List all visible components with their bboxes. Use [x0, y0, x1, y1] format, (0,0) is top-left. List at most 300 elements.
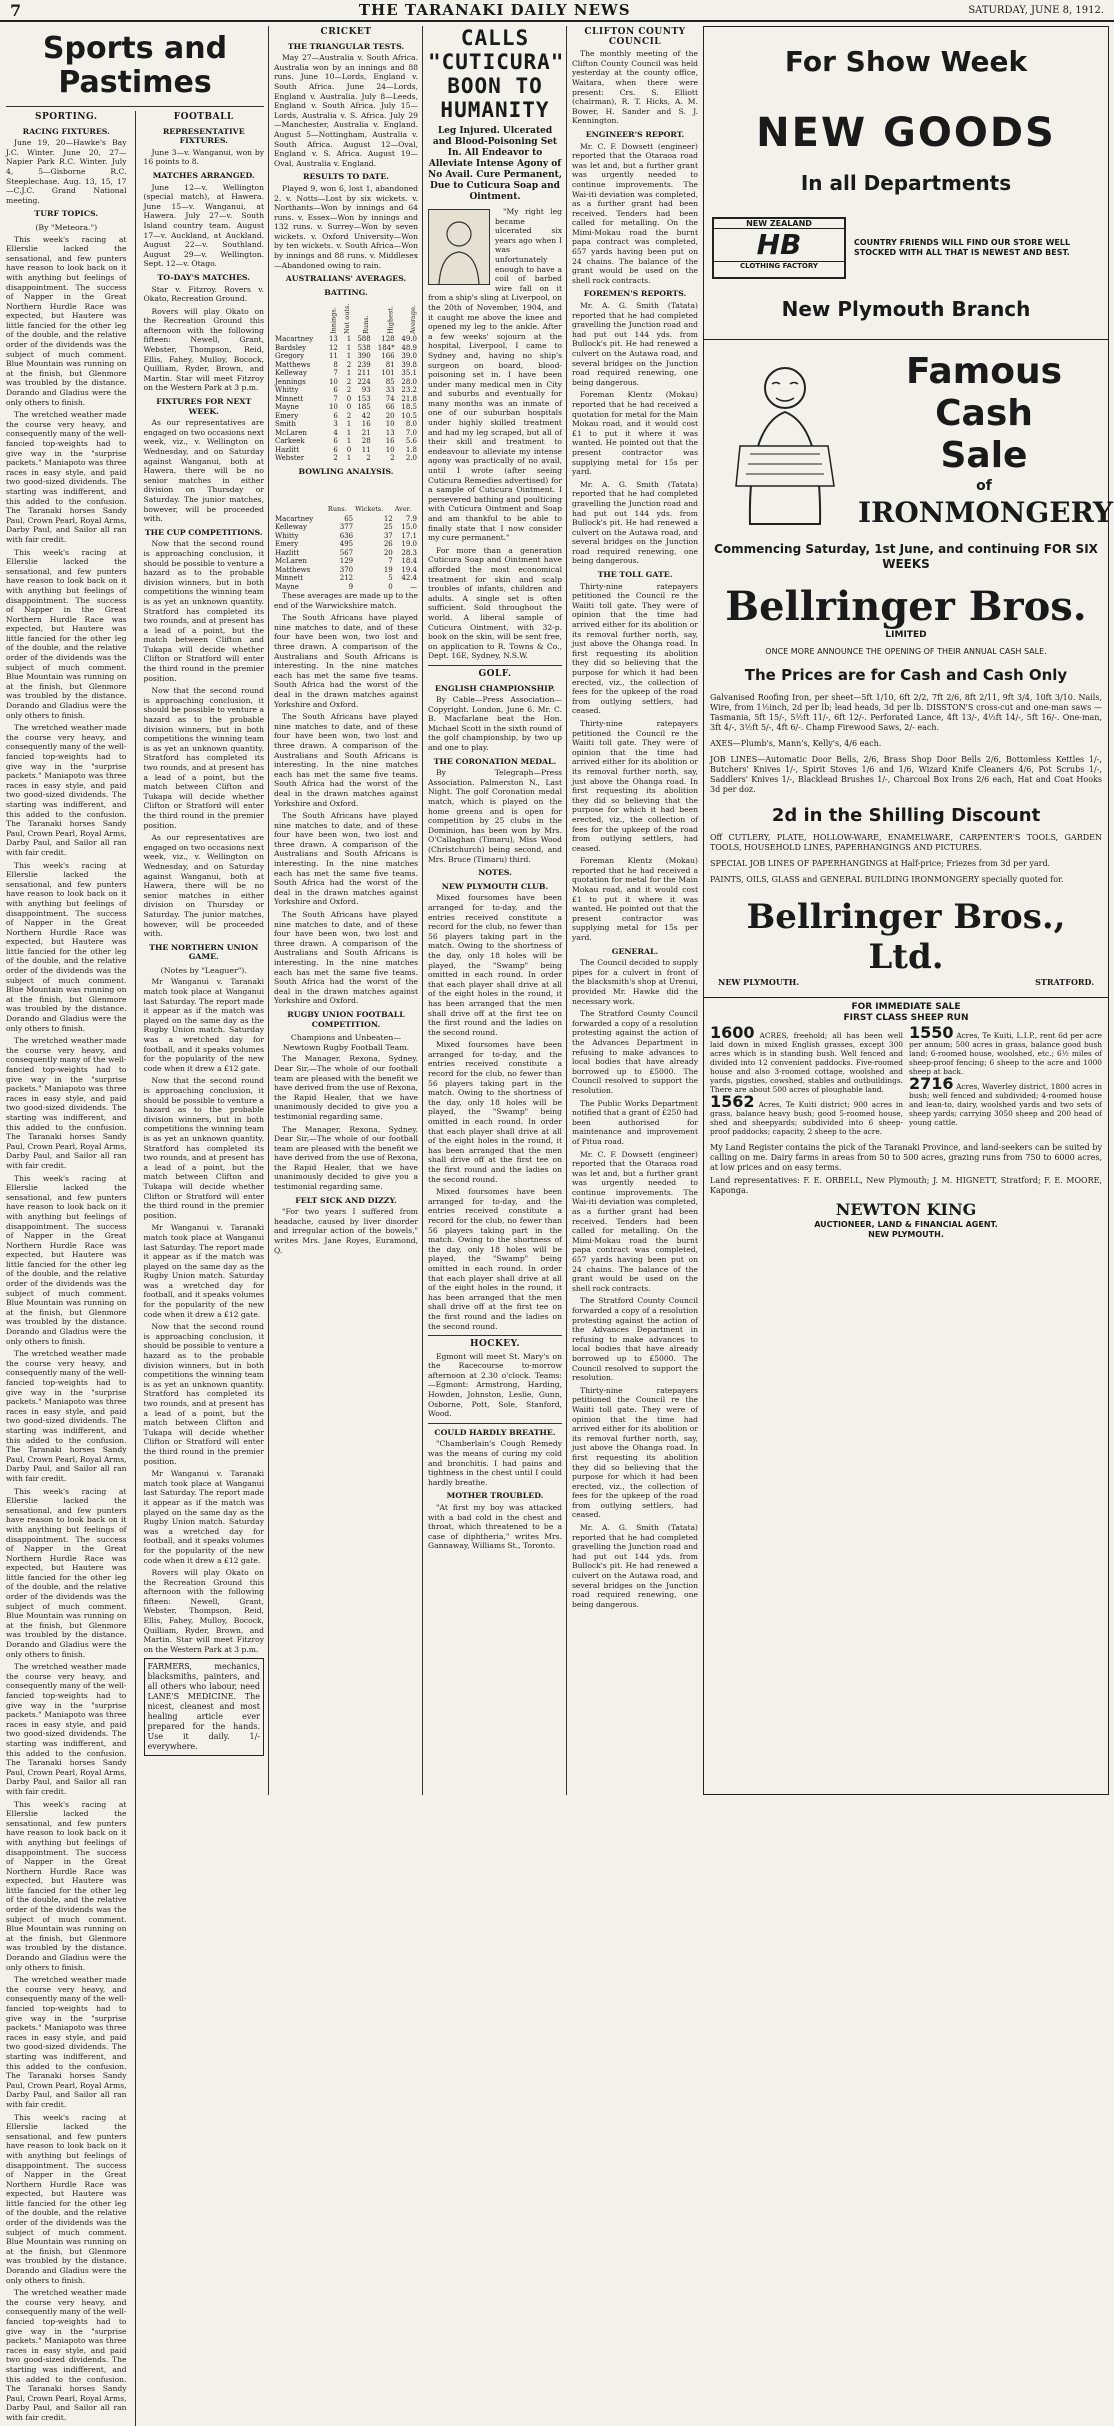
football-paragraph: Mr Wanganui v. Taranaki match took place at Wanganui last Saturday. The report made it appear as if the match was played on the same day as the Rugby Union match. Saturday was a wretched day for football, and it speaks volumes for the popularity of the new code when it drew a £12 gate.	[143, 1469, 264, 1565]
cutlery-text: Off CUTLERY, PLATE, HOLLOW-WARE, ENAMELWARE, CARPENTER'S TOOLS, GARDEN TOOLS, HOUSEHOLD LINES, PAPERHANGINGS AND PICTURES.	[710, 833, 1102, 852]
matches-arranged: June 12—v. Wellington (special match), at Hawera. June 15—v. Wanganui, at Hawera. July 27—v. South Island country team. August 17—v. Auckland, at Auckland. August 22—v. Southland. August 29—v. Wellington. Sept. 12—v. Otago.	[143, 182, 264, 269]
turf-paragraph: This week's racing at Ellerslie lacked the sensational, and few punters have reason to look back on it with anything but feelings of disappointment. The success of Napper in the Great Northern Hurdle Race was expected, but Hautere was little fancied for the other leg of the double, and the relative order of the dividends was the subject of much comment. Blue Mountain was running on at the finish, but Glenmore was troubled by the distance. Dorando and Gladius were the only others to finish.	[6, 1486, 127, 1659]
bowling-row	[274, 583, 418, 592]
stat-cell: 6	[333, 386, 338, 395]
stat-cell: 19	[383, 565, 393, 574]
batting-row	[274, 352, 418, 361]
farm-acres: 2716	[909, 1074, 954, 1093]
football-paragraph: As our representatives are engaged on two occasions next week, viz., v. Wellington on Wednesday, and on Saturday against Wanganui, both at Hawera, there will be no senior matches in either division on Thursday or Saturday. The junior matches, however, will be proceeded with.	[143, 418, 264, 524]
bellringer-heading: Bellringer Bros.	[725, 583, 1087, 630]
clifton-paragraph: Mr. A. G. Smith (Tatata) reported that he had completed gravelling the Junction road and had put out 144 yds. from Bullock's pit. He had renewed a culvert on the Autawa road, and several bridges on the Junction road required renewing, one being dangerous.	[572, 479, 698, 566]
prices-are-heading: The Prices are for Cash and Cash Only	[744, 666, 1068, 684]
stat-cell: 8.0	[405, 420, 417, 429]
todays-matches-label: TO-DAY'S MATCHES.	[157, 272, 250, 282]
rugby-union-subhead: Champions and Unbeaten—Newtown Rugby Football Team.	[282, 1033, 410, 1052]
player-name: Mayne	[275, 582, 299, 591]
stat-cell: 0	[346, 394, 352, 403]
stat-cell: 184*	[377, 343, 395, 352]
stat-cell: 153	[357, 394, 371, 403]
mother-troubled-label: MOTHER TROUBLED.	[446, 1491, 544, 1501]
stat-cell: 10	[385, 420, 395, 429]
player-name: Whitty	[275, 531, 299, 540]
turf-paragraph: This week's racing at Ellerslie lacked the sensational, and few punters have reason to look back on it with anything but feelings of disappointment. The success of Napper in the Great Northern Hurdle Race was expected, but Hautere was little fancied for the other leg of the double, and the relative order of the dividends was the subject of much comment. Blue Mountain was running on at the finish, but Glenmore was troubled by the distance. Dorando and Gladius were the only others to finish.	[6, 234, 127, 407]
player-name: Bardsley	[275, 343, 307, 352]
stat-cell: 8	[333, 360, 338, 369]
stat-cell: 370	[339, 565, 354, 574]
stat-cell: 15.0	[401, 523, 417, 532]
stat-cell: 74	[385, 394, 395, 403]
issue-date: SATURDAY, JUNE 8, 1912.	[968, 4, 1104, 16]
football-column	[144, 111, 265, 2426]
stat-cell: 390	[357, 352, 371, 361]
stat-cell: 13	[328, 335, 338, 344]
todays-matches: Star v. Fitzroy. Rovers v. Okato, Recreation Ground.	[143, 284, 264, 304]
stat-cell: 7.9	[405, 514, 417, 523]
bowling-row	[274, 574, 418, 583]
stat-cell: 20	[383, 548, 393, 557]
could-hardly-label: COULD HARDLY BREATHE.	[434, 1427, 556, 1437]
sports-section	[6, 26, 264, 2422]
stat-cell: 10	[328, 377, 338, 386]
cuticura-advert: For more than a generation Cuticura Soap and Ointment have afforded the most economical treatment for skin and scalp troubles of infants, children and adults. A single set is often sufficient. Sold throughout the world. A liberal sample of Cuticura Ointment, with 32-p. book on the skin, will be sent free, on application to R. Towns & Co., Dept. 16E, Sydney, N.S.W.	[428, 545, 562, 661]
football-label: FOOTBALL	[173, 112, 234, 122]
stat-cell: 42.4	[401, 574, 417, 583]
auctioneer-label: AUCTIONEER, LAND & FINANCIAL AGENT.	[814, 1220, 998, 1229]
stat-cell: 93	[361, 386, 371, 395]
player-name: Macartney	[275, 335, 314, 344]
stat-cell: 6	[333, 445, 338, 454]
player-name: Kelleway	[275, 523, 307, 532]
english-championship-label: ENGLISH CHAMPIONSHIP.	[434, 683, 556, 693]
turf-paragraph: The wretched weather made the course very heavy, and consequently many of the well-fancied top-weights had to give way in the "surprise packets." Maniapoto was three races in easy style, and paid two good-sized dividends. The starting was indifferent, and this added to the confusion. The Taranaki horses Sandy Paul, Crown Pearl, Royal Arms, Darby Paul, and Sailor all ran with fair credit.	[6, 1349, 127, 1483]
stat-cell: 1	[346, 454, 352, 463]
stat-cell: 13	[385, 428, 395, 437]
stat-cell: 1	[346, 428, 352, 437]
cricket-paragraph: The South Africans have played nine matches to date, and of these four have been won, two lost and three drawn. A comparison of the Australians and South Africans is interesting. In the nine matches each has met the same five teams. South Africa had the worst of the deal in the drawn matches against Yorkshire and Oxford.	[274, 712, 418, 808]
batting-row	[274, 403, 418, 412]
turf-paragraph: The wretched weather made the course very heavy, and consequently many of the well-fancied top-weights had to give way in the "surprise packets." Maniapoto was three races in easy style, and paid two good-sized dividends. The starting was indifferent, and this added to the confusion. The Taranaki horses Sandy Paul, Crown Pearl, Royal Arms, Darby Paul, and Sailor all ran with fair credit.	[6, 410, 127, 544]
mother-troubled-text: "At first my boy was attacked with a bad cold in the chest and throat, which threatened to be a case of diphtheria," writes Mrs. Gannaway, Williams St., Toronto.	[428, 1503, 562, 1551]
rugby-union-label: RUGBY UNION FOOTBALL COMPETITION.	[287, 1009, 405, 1029]
foremens-reports-label: FOREMEN'S REPORTS.	[583, 289, 687, 299]
stat-cell: 166	[381, 352, 395, 361]
stat-cell: 6	[333, 437, 338, 446]
ironmongery-word: IRONMONGERY	[858, 496, 1113, 529]
farm-acres: 1550	[909, 1023, 954, 1042]
stat-cell: 10.5	[401, 411, 417, 420]
stat-cell: 66	[385, 403, 395, 412]
results-to-date: Played 9, won 6, lost 1, abandoned 2. v. Notts—Lost by six wickets. v. Northants—Won by innings and 64 runs. v. Essex—Won by innings and 132 runs. v. Surrey—Won by seven wickets. v. Oxford University—Won by ten wickets. v. South Africa—Won by innings and 88 runs. v. Middlesex—Abandoned owing to rain.	[274, 183, 418, 270]
np-club-label: NEW PLYMOUTH CLUB.	[441, 881, 549, 891]
bowling-row	[274, 515, 418, 524]
turf-paragraph: This week's racing at Ellerslie lacked the sensational, and few punters have reason to look back on it with anything but feelings of disappointment. The success of Napper in the Great Northern Hurdle Race was expected, but Hautere was little fancied for the other leg of the double, and the relative order of the dividends was the subject of much comment. Blue Mountain was running on at the finish, but Glenmore was troubled by the distance. Dorando and Gladius were the only others to finish.	[6, 860, 127, 1033]
football-paragraph: Now that the second round is approaching conclusion, it should be possible to venture a hazard as to the probable division winners, but in both competitions the winning team is as yet an unknown quantity. Stratford has completed its two rounds, and at present has a lead of a point, but the match between Clifton and Tukapa will decide whether Clifton or Stratford will enter the third round in the premier position.	[143, 539, 264, 683]
stat-cell: 17.1	[401, 531, 417, 540]
special-job-text: SPECIAL JOB LINES OF PAPERHANGINGS at Half-price; Friezes from 3d per yard.	[710, 859, 1051, 868]
farm-listings	[704, 1023, 1108, 1139]
stat-cell: 39.0	[401, 352, 417, 361]
stat-cell: 1	[346, 343, 352, 352]
stat-cell: 567	[339, 548, 354, 557]
farm-acres: 1600	[710, 1023, 755, 1042]
clifton-paragraph: The Stratford County Council forwarded a copy of a resolution protesting against the action of the Advances Department in refusing to make advances to local bodies that have already borrowed up to £5000. The Council resolved to support the resolution.	[572, 1009, 698, 1095]
bowling-row	[274, 540, 418, 549]
matches-arranged-label: MATCHES ARRANGED.	[152, 170, 255, 180]
show-week-heading: For Show Week	[784, 45, 1028, 78]
turf-paragraph: This week's racing at Ellerslie lacked the sensational, and few punters have reason to look back on it with anything but feelings of disappointment. The success of Napper in the Great Northern Hurdle Race was expected, but Hautere was little fancied for the other leg of the double, and the relative order of the dividends was the subject of much comment. Blue Mountain was running on at the finish, but Glenmore was troubled by the distance. Dorando and Gladius were the only others to finish.	[6, 2112, 127, 2285]
player-name: Macartney	[275, 514, 314, 523]
stat-cell: 495	[339, 540, 354, 549]
stat-cell: 5.6	[405, 437, 417, 446]
turf-topics-byline: (By "Meteora.")	[35, 222, 98, 232]
stat-cell: 1	[346, 420, 352, 429]
farm-description: Acres, Waverley district, 1800 acres in bush; well fenced and subdivided; 4-roomed house and lean-to, dairy, woolshed yards and two sets of sheep yards; carrying 3050 sheep and 200 head of young cattle.	[909, 1082, 1103, 1127]
stat-cell: 2	[366, 454, 371, 463]
averages-label: AUSTRALIANS' AVERAGES.	[285, 274, 407, 284]
player-name: Minnett	[275, 394, 304, 403]
player-name: Hazlitt	[275, 548, 300, 557]
football-paragraph: Rovers will play Okato on the Recreation Ground this afternoon with the following fifteen: Newell, Grant, Webster, Thompson, Reid, Ellis, Fahey, Mulloy, Bocock, Quilliam, Ryder, Brown, and Martin. Star will meet Fitzroy on the Western Park at 3 p.m.	[143, 306, 264, 393]
northern-union-label: THE NORTHERN UNION GAME.	[149, 942, 259, 962]
clifton-paragraph: The Stratford County Council forwarded a copy of a resolution protesting against the action of the Advances Department in refusing to make advances to local bodies that have already borrowed up to £5000. The Council resolved to support the resolution.	[572, 1296, 698, 1383]
commencing-text: Commencing Saturday, 1st June, and continuing FOR SIX WEEKS	[714, 542, 1098, 571]
stat-cell: 2.0	[405, 454, 417, 463]
first-class-label: FIRST CLASS SHEEP RUN	[843, 1013, 969, 1023]
farm-acres: 1562	[710, 1092, 755, 1111]
hb-country-text: COUNTRY FRIENDS WILL FIND OUR STORE WELL STOCKED WITH ALL THAT IS NEWEST AND BEST.	[854, 238, 1071, 257]
sports-heading: Sports and Pastimes	[42, 31, 228, 100]
stat-cell: 129	[339, 557, 354, 566]
land-representatives: Land representatives: F. E. ORBELL, New Plymouth; J. M. HIGNETT, Stratford; F. E. MOORE, Kaponga.	[710, 1176, 1102, 1195]
cuticura-headline: CALLS "CUTICURA" BOON TO HUMANITY	[428, 26, 565, 122]
table-column-header: Wickets.	[355, 505, 384, 514]
stat-cell: 21	[361, 428, 371, 437]
stat-cell: 16	[385, 437, 395, 446]
cuticura-subhead: Leg Injured. Ulcerated and Blood-Poisoning Set In. All Endeavor to Alleviate Intense Agony of No Avail. Cure Permanent, Due to Cuticura Soap and Ointment.	[428, 126, 562, 202]
ironmongery-sale-block	[704, 348, 1113, 538]
bowling-row	[274, 523, 418, 532]
bowling-row	[274, 557, 418, 566]
stat-cell: 25	[383, 523, 393, 532]
stat-cell: 6	[333, 411, 338, 420]
test-fixtures: May 27—Australia v. South Africa. Australia won by an innings and 88 runs. June 10—Lords, England v. South Africa. June 24—Lords, England v. Australia. July 8—Leeds, England v. South Africa. July 15—Lords, Australia v. S. Africa. July 29—Manchester, Australia v. England. August 5—Nottingham, Australia v. South Africa. August 12—Oval, England v. S. Africa. August 19—Oval, Australia v. England.	[274, 53, 418, 168]
player-name: Carkeek	[275, 437, 305, 446]
player-name: Mayne	[275, 403, 299, 412]
stat-cell: 23.2	[401, 386, 417, 395]
batting-row	[274, 454, 418, 463]
bellringer-locations	[704, 977, 1108, 987]
batting-row	[274, 437, 418, 446]
golf-cable: By Cable—Press Association—Copyright. London, June 6. Mr. C. B. Macfarlane beat the Hon. Michael Scott in the sixth round of the golf championship, by two up and one to play.	[428, 695, 562, 753]
batting-row	[274, 361, 418, 370]
clifton-paragraph: The Council decided to supply pipes for a culvert in front of the blacksmith's shop at Urenui, provided Mr. Hawke did the necessary work.	[572, 958, 698, 1006]
player-name: Jennings	[275, 377, 306, 386]
stat-cell: 7	[333, 394, 338, 403]
toll-gate-label: THE TOLL GATE.	[597, 570, 673, 580]
discount-heading: 2d in the Shilling Discount	[771, 805, 1041, 826]
cash-word: Cash	[935, 393, 1033, 434]
clifton-paragraph: Thirty-nine ratepayers petitioned the Council re the Waiiti toll gate. They were of opinion that the time had arrived either for its abolition or its removal further north, say, just above the Ohanga road. In first requesting its abolition they did so believing that the purpose for which it had been erected, viz., the collection of fees for the upkeep of the road from outlying settlers, had ceased.	[572, 1385, 698, 1520]
rugby-letter: The Manager, Rexona, Sydney. Dear Sir,—The whole of our football team are pleased with the benefit we have derived from the use of Rexona, the Rapid Healer, that we have unanimously decided to give you a testimonial regarding same.	[274, 1054, 418, 1121]
felt-sick-text: "For two years I suffered from headache, caused by liver disorder and irregular action of the bowels," writes Mrs. Jane Royes, Euramond, Q.	[274, 1207, 418, 1255]
sporting-label: SPORTING.	[34, 112, 98, 122]
turf-paragraph: The wretched weather made the course very heavy, and consequently many of the well-fancied top-weights had to give way in the "surprise packets." Maniapoto was three races in easy style, and paid two good-sized dividends. The starting was indifferent, and this added to the confusion. The Taranaki horses Sandy Paul, Crown Pearl, Royal Arms, Darby Paul, and Sailor all ran with fair credit.	[6, 1036, 127, 1170]
football-paragraph: Mr Wanganui v. Taranaki match took place at Wanganui last Saturday. The report made it appear as if the match was played on the same day as the Rugby Union match. Saturday was a wretched day for football, and it speaks volumes for the popularity of the new code when it drew a £12 gate.	[143, 1223, 264, 1319]
golf-notes: Mixed foursomes have been arranged for to-day, and the entries received constitute a record for the club, no fewer than 56 players taking part in the match. Owing to the shortness of the day, only 18 holes will be played, the "Swamp" being omitted in each round. In order that each player shall drive at all of the eight holes in the round, it has been arranged that the men shall drive off at the first tee on the first round and the ladies on the second round.	[428, 1187, 562, 1331]
player-name: Webster	[275, 454, 305, 463]
warwick-note: These averages are made up to the end of the Warwickshire match.	[274, 591, 418, 610]
stat-cell: 10	[328, 403, 338, 412]
new-goods-heading: NEW GOODS	[756, 110, 1056, 156]
once-more-text: ONCE MORE ANNOUNCE THE OPENING OF THEIR ANNUAL CASH SALE.	[765, 647, 1047, 656]
turf-topics-label: TURF TOPICS.	[34, 209, 99, 219]
stat-cell: 20	[385, 411, 395, 420]
stat-cell: 7	[388, 557, 393, 566]
turf-paragraph: This week's racing at Ellerslie lacked the sensational, and few punters have reason to look back on it with anything but feelings of disappointment. The success of Napper in the Great Northern Hurdle Race was expected, but Hautere was little fancied for the other leg of the double, and the relative order of the dividends was the subject of much comment. Blue Mountain was running on at the finish, but Glenmore was troubled by the distance. Dorando and Gladius were the only others to finish.	[6, 1799, 127, 1972]
page-number: 7	[10, 0, 22, 20]
clifton-paragraph: The monthly meeting of the Clifton County Council was held yesterday at the county office, Waitara, when there were present: Crs. S. Elliott (chairman), R. T. Hicks, A. M. Bower, H. Sander and S. J. Kennington.	[572, 49, 698, 126]
could-hardly-text: "Chamberlain's Cough Remedy was the means of curing my cold and bronchitis. I had pains and tightness in the chest until I could hardly breathe.	[428, 1439, 562, 1487]
stat-cell: 212	[339, 574, 354, 583]
newton-king-heading: NEWTON KING	[835, 1200, 977, 1219]
rep-fixtures: June 3—v. Wanganui, won by 16 points to 8.	[143, 147, 264, 167]
stat-cell: 12	[383, 514, 393, 523]
stat-cell: 1.8	[405, 445, 417, 454]
clifton-paragraph: Foreman Klentz (Mokau) reported that he had received a quotation for metal for the Main Mokau road, and it would cost £1 to put it where it was wanted. He pointed out that the present contractor was supplying metal for 15s per yard.	[572, 856, 698, 943]
stat-cell: 4	[333, 428, 338, 437]
turf-paragraph: This week's racing at Ellerslie lacked the sensational, and few punters have reason to look back on it with anything but feelings of disappointment. The success of Napper in the Great Northern Hurdle Race was expected, but Hautere was little fancied for the other leg of the double, and the relative order of the dividends was the subject of much comment. Blue Mountain was running on at the finish, but Glenmore was troubled by the distance. Dorando and Gladius were the only others to finish.	[6, 1173, 127, 1346]
clifton-section	[572, 26, 698, 1795]
stat-cell: 39.8	[401, 360, 417, 369]
stat-cell: —	[410, 582, 417, 591]
shopkeeper-illustration	[710, 356, 860, 526]
table-column-header: Not outs.	[342, 304, 351, 335]
stat-cell: 12	[328, 343, 338, 352]
stat-cell: 49.0	[401, 335, 417, 344]
hb-branch: New Plymouth Branch	[781, 297, 1031, 321]
bowling-row	[274, 549, 418, 558]
farm-description: ACRES, freehold; all has been well laid down in mixed English grasses, except 300 acres which is in standing bush. Well fenced and divided into 12 convenient paddocks. Five-roomed house and also 3-roomed cottage, woolshed and yards, pigsties, cowshed, stables and outbuildings. There are about 500 acres of ploughable land.	[710, 1031, 903, 1094]
axes-line: AXES—Plumb's, Mann's, Kelly's, 4/6 each.	[710, 739, 882, 748]
clifton-paragraph: Thirty-nine ratepayers petitioned the Council re the Waiiti toll gate. They were of opinion that the time had arrived either for its abolition or its removal further north, say, just above the Ohanga road. In first requesting its abolition they did so believing that the purpose for which it had been erected, viz., the collection of fees for the upkeep of the road from outlying settlers, had ceased.	[572, 581, 698, 716]
location-stratford: STRATFORD.	[1035, 977, 1094, 987]
table-column-header: Aver.	[394, 505, 412, 514]
cuticura-golf-section	[428, 26, 565, 1795]
stat-cell: 42	[361, 411, 371, 420]
farm-listing-column	[710, 1023, 903, 1139]
northern-union-byline: (Notes by "Leaguer").	[160, 965, 247, 975]
stat-cell: 18.5	[401, 403, 417, 412]
results-label: RESULTS TO DATE.	[303, 172, 389, 182]
racing-fixtures-label: RACING FIXTURES.	[22, 126, 110, 136]
clifton-paragraph: Mr. A. G. Smith (Tatata) reported that he had completed gravelling the Junction road and had put out 144 yds. from Bullock's pit. He had renewed a culvert on the Autawa road, and several bridges on the Junction road required renewing, one being dangerous.	[572, 1523, 698, 1609]
player-name: McLaren	[275, 428, 307, 437]
coronation-medal-label: THE CORONATION MEDAL.	[433, 756, 557, 766]
stat-cell: 128	[381, 335, 395, 344]
batting-row	[274, 395, 418, 404]
engineers-report-label: ENGINEER'S REPORT.	[585, 129, 685, 139]
farm-listing-column	[909, 1023, 1103, 1139]
stat-cell: 7	[333, 369, 338, 378]
stat-cell: 0	[346, 403, 352, 412]
masthead	[0, 0, 1114, 22]
stat-cell: 11	[328, 352, 338, 361]
cuticura-testimonial: "My right leg became ulcerated six years ago when I was unfortunately enough to have a coil of barbed wire fall on it from a ship's sling at Liverpool, on the 20th of November, 1904, and it caught me above the knee and opened my leg to the ankle. After a few weeks' sojourn at the hospital, Liverpool, I came to Sydney and, having no ship's surgeon on board, blood-poisoning set in. I have been under many medical men in City and suburbs and eventually for many months was an inmate of one of our suburban hospitals under highly skilled treatment and had my leg scraped, but all of their skill and treatment to endeavour to alleviate my intense agony was practically of no avail, until I wrote (after seeing Cuticura Remedies advertised) for a sample of Cuticura Ointment. I persevered bathing and poulticing with Cuticura Ointment and Soap and am thankful to be able to finally state that I now consider my cure permanent."	[428, 207, 562, 543]
batting-row	[274, 369, 418, 378]
stat-cell: 19.0	[401, 540, 417, 549]
hockey-text: Egmont will meet St. Mary's on the Racecourse to-morrow afternoon at 2.30 o'clock. Teams:—Egmont: Armstrong, Harding, Howden, Johnston, Leslie, Gunn, Osborne, Pott, Sole, Stanford, Wood.	[428, 1351, 562, 1419]
stat-cell: 1	[346, 369, 352, 378]
land-register-text: My Land Register contains the pick of the Taranaki Province, and land-seekers can be suited by calling on me. Dairy farms in areas from 50 to 500 acres, grazing runs from 750 to 6000 acres, at low prices and on easy terms.	[710, 1143, 1102, 1172]
racing-fixtures: June 19, 20—Hawke's Bay J.C. Winter. June 20, 27—Napier Park R.C. Winter. July 4, 5—Gisborne R.C. Steeplechase. Aug. 13, 15, 17—C.J.C. Grand National meeting.	[6, 138, 127, 205]
bowling-row	[274, 566, 418, 575]
farm-description: Acres, Te Kuiti, L.I.P., rent 6d per acre per annum; 500 acres in grass, balance good bush land; 6-roomed house, woolshed, etc.; 6½ miles of sheep-proof fencing; 6 sheep to the acre and 1000 sheep at back.	[909, 1031, 1102, 1076]
stat-cell: 65	[344, 514, 354, 523]
stat-cell: 33	[385, 386, 395, 395]
player-name: Kelleway	[275, 369, 307, 378]
sale-word: Sale	[940, 435, 1028, 476]
batting-row	[274, 446, 418, 455]
football-paragraph: Rovers will play Okato on the Recreation Ground this afternoon with the following fifteen: Newell, Grant, Webster, Thompson, Reid, Ellis, Fahey, Mulloy, Bocock, Quilliam, Ryder, Brown, and Martin. Star will meet Fitzroy on the Western Park at 3 p.m.	[143, 1568, 264, 1654]
stat-cell: 636	[339, 531, 354, 540]
batting-row	[274, 412, 418, 421]
player-name: Minnett	[275, 574, 304, 583]
stat-cell: 2	[346, 360, 352, 369]
turf-paragraph: The wretched weather made the course very heavy, and consequently many of the well-fancied top-weights had to give way in the "surprise packets." Maniapoto was three races in easy style, and paid two good-sized dividends. The starting was indifferent, and this added to the confusion. The Taranaki horses Sandy Paul, Crown Pearl, Royal Arms, Darby Paul, and Sailor all ran with fair credit.	[6, 1662, 127, 1796]
golf-notes: Mixed foursomes have been arranged for to-day, and the entries received constitute a record for the club, no fewer than 56 players taking part in the match. Owing to the shortness of the day, only 18 holes will be played, the "Swamp" being omitted in each round. In order that each player shall drive at all of the eight holes in the round, it has been arranged that the men shall drive off at the first tee on the first round and the ladies on the second round.	[428, 893, 562, 1037]
football-paragraph: Now that the second round is approaching conclusion, it should be possible to venture a hazard as to the probable division winners, but in both competitions the winning team is as yet an unknown quantity. Stratford has completed its two rounds, and at present has a lead of a point, but the match between Clifton and Tukapa will decide whether Clifton or Stratford will enter the third round in the premier position.	[143, 1322, 264, 1466]
stat-cell: 19.4	[401, 565, 417, 574]
table-column-header: Average.	[408, 305, 417, 335]
stat-cell: 16	[361, 420, 371, 429]
batting-row	[274, 429, 418, 438]
rep-fixtures-label: REPRESENTATIVE FIXTURES.	[162, 126, 245, 146]
felt-sick-label: FELT SICK AND DIZZY.	[295, 1195, 397, 1205]
batting-row	[274, 344, 418, 353]
player-name: Emery	[275, 411, 299, 420]
farmers-advertisement: FARMERS, mechanics, blacksmiths, painters, and all others who labour, need LANE'S MEDICINE. The nicest, cleanest and most healing article ever prepared for the hands. Use it daily. 1/- everywhere.	[144, 1658, 265, 1756]
job-lines: JOB LINES—Automatic Door Bells, 2/6, Brass Shop Door Bells 2/6, Bottomless Kettles 1/-, Butchers' Knives 1/-, Spirit Stoves 1/6 and 1/6, Wizard Knife Cleaners 4/6, Pot Scrubs 1/-, Saddlers' Knives 1/-, Blacklead Brushes 1/-, Charcoal Box Irons 2/6 each, Hat and Coat Hooks 3d per doz.	[710, 755, 1102, 794]
clifton-paragraph: Thirty-nine ratepayers petitioned the Council re the Waiiti toll gate. They were of opinion that the time had arrived either for its abolition or its removal further north, say, just above the Ohanga road. In first requesting its abolition they did so believing that the purpose for which it had been erected, viz., the collection of fees for the upkeep of the road from outlying settlers, had ceased.	[572, 718, 698, 853]
stat-cell: 185	[357, 403, 371, 412]
stat-cell: 588	[357, 335, 371, 344]
limited-label: LIMITED	[885, 630, 927, 640]
famous-word: Famous	[905, 351, 1063, 392]
cup-competitions-label: THE CUP COMPETITIONS.	[144, 527, 263, 537]
stat-cell: 0	[346, 445, 352, 454]
clifton-paragraph: The Public Works Department notified that a grant of £250 had been authorised for maintenance and improvement of Pitua road.	[572, 1098, 698, 1146]
cricket-paragraph: The South Africans have played nine matches to date, and of these four have been won, two lost and three drawn. A comparison of the Australians and South Africans is interesting. In the nine matches each has met the same five teams. South Africa had the worst of the deal in the drawn matches against Yorkshire and Oxford.	[274, 910, 418, 1006]
clifton-paragraph: Foreman Klentz (Mokau) reported that he had received a quotation for metal for the Main Mokau road, and it would cost £1 to put it where it was wanted. He pointed out that the present contractor was supplying metal for 15s per yard.	[572, 390, 698, 477]
cricket-paragraph: The South Africans have played nine matches to date, and of these four have been won, two lost and three drawn. A comparison of the Australians and South Africans is interesting. In the nine matches each has met the same five teams. South Africa had the worst of the deal in the drawn matches against Yorkshire and Oxford.	[274, 613, 418, 709]
hb-row	[712, 217, 1100, 279]
stat-cell: 1	[346, 352, 352, 361]
hb-factory-logo: NEW ZEALAND HB CLOTHING FACTORY	[712, 217, 846, 279]
player-name: Smith	[275, 420, 296, 429]
stat-cell: 10	[385, 445, 395, 454]
table-column-header: Highest.	[386, 306, 395, 335]
stat-cell: 377	[339, 523, 354, 532]
football-paragraph: As our representatives are engaged on two occasions next week, viz., v. Wellington on Wednesday, and on Saturday against Wanganui, both at Hawera, there will be no senior matches in either division on Thursday or Saturday. The junior matches, however, will be proceeded with.	[143, 833, 264, 939]
cricket-section	[274, 26, 418, 1795]
rugby-letter: The Manager, Rexona, Sydney. Dear Sir,—The whole of our football team are pleased with the benefit we have derived from the use of Rexona, the Rapid Healer, that we have unanimously decided to give you a testimonial regarding same.	[274, 1124, 418, 1192]
stat-cell: 28.3	[401, 548, 417, 557]
stat-cell: 26	[383, 540, 393, 549]
stat-cell: 2	[346, 411, 352, 420]
notes-label: NOTES.	[478, 868, 512, 878]
cricket-heading: CRICKET	[320, 27, 372, 37]
stat-cell: 5	[388, 574, 393, 583]
clifton-paragraph: Mr. A. G. Smith (Tatata) reported that he had completed gravelling the Junction road and had put out 144 yds. from Bullock's pit. He had renewed a culvert on the Autawa road, and several bridges on the Junction road required renewing, one being dangerous.	[572, 301, 698, 387]
football-paragraph: Now that the second round is approaching conclusion, it should be possible to venture a hazard as to the probable division winners, but in both competitions the winning team is as yet an unknown quantity. Stratford has completed its two rounds, and at present has a lead of a point, but the match between Clifton and Tukapa will decide whether Clifton or Stratford will enter the third round in the premier position.	[143, 1076, 264, 1220]
location-new-plymouth: NEW PLYMOUTH.	[718, 977, 800, 987]
immediate-sale-label: FOR IMMEDIATE SALE	[851, 1002, 961, 1012]
player-name: McLaren	[275, 557, 307, 566]
stat-cell: 48.9	[401, 343, 417, 352]
table-column-header: Runs.	[362, 315, 371, 335]
stat-cell: 1	[346, 335, 352, 344]
advertisements-panel	[703, 26, 1113, 1795]
sporting-column	[6, 111, 127, 2426]
turf-paragraph: The wretched weather made the course very heavy, and consequently many of the well-fancied top-weights had to give way in the "surprise packets." Maniapoto was three races in easy style, and paid two good-sized dividends. The starting was indifferent, and this added to the confusion. The Taranaki horses Sandy Paul, Crown Pearl, Royal Arms, Darby Paul, and Sailor all ran with fair credit.	[6, 723, 127, 857]
stat-cell: 37	[383, 531, 393, 540]
turf-paragraph: This week's racing at Ellerslie lacked the sensational, and few punters have reason to look back on it with anything but feelings of disappointment. The success of Napper in the Great Northern Hurdle Race was expected, but Hautere was little fancied for the other leg of the double, and the relative order of the dividends was the subject of much comment. Blue Mountain was running on at the finish, but Glenmore was troubled by the distance. Dorando and Gladius were the only others to finish.	[6, 547, 127, 720]
stat-cell: 2	[346, 386, 352, 395]
stat-cell: 239	[357, 360, 371, 369]
fixtures-next-week-label: FIXTURES FOR NEXT WEEK.	[156, 397, 252, 416]
batting-row	[274, 335, 418, 344]
newspaper-title: THE TARANAKI DAILY NEWS	[358, 1, 631, 19]
all-departments-heading: In all Departments	[800, 171, 1012, 195]
general-label: GENERAL.	[611, 946, 659, 956]
football-paragraph: Mr Wanganui v. Taranaki match took place at Wanganui last Saturday. The report made it appear as if the match was played on the same day as the Rugby Union match. Saturday was a wretched day for football, and it speaks volumes for the popularity of the new code when it drew a £12 gate.	[143, 977, 264, 1073]
stat-cell: 211	[357, 369, 371, 378]
bellringer-ltd-heading: Bellringer Bros., Ltd.	[746, 897, 1066, 977]
player-name: Hazlitt	[275, 445, 300, 454]
batting-row	[274, 386, 418, 395]
stat-cell: 3	[333, 420, 338, 429]
triangular-tests-label: THE TRIANGULAR TESTS.	[287, 41, 405, 51]
stat-cell: 28.0	[401, 377, 417, 386]
player-name: Whitty	[275, 386, 299, 395]
stat-cell: 9	[348, 582, 354, 591]
stat-cell: 2	[390, 454, 395, 463]
player-name: Matthews	[275, 565, 311, 574]
football-paragraph: Now that the second round is approaching conclusion, it should be possible to venture a hazard as to the probable division winners, but in both competitions the winning team is as yet an unknown quantity. Stratford has completed its two rounds, and at present has a lead of a point, but the match between Clifton and Tukapa will decide whether Clifton or Stratford will enter the third round in the premier position.	[143, 686, 264, 830]
player-name: Matthews	[275, 360, 311, 369]
farm-description: Acres, Te Kuiti district; 900 acres in grass, balance heavy bush; good 5-roomed house, shed and sheepyards; subdivided into 6 sheep-proof paddocks; capacity, 2 sheep to the acre.	[710, 1100, 903, 1136]
batting-label: BATTING.	[324, 287, 368, 297]
bowling-label: BOWLING ANALYSIS.	[298, 466, 394, 476]
coronation-text: By Telegraph—Press Association. Palmerston N., Last Night. The golf Coronation medal match, which is played on the home greens and is open for competition by 25 clubs in the Dominion, has been won by Mrs. O'Callaghan (Timaru), Miss Wood (Christchurch) being second, and Mrs. Bruce (Timaru) third.	[428, 768, 562, 864]
stat-cell: 11	[361, 445, 371, 454]
stat-cell: 28	[361, 437, 371, 446]
clifton-paragraph: Mr. C. F. Dowsett (engineer) reported that the Otaraoa road was let and, but a further grant was urgently needed to continue improvements. The Wai-iti deviation was completed, as a further grant had been received. Tenders had been called for metalling. On the Mimi-Mokau road the burnt papa contract was completed, 657 yards having been put on 24 chains. The balance of the grant would be used on the shell rock contracts.	[572, 141, 698, 285]
stat-cell: 538	[357, 343, 371, 352]
clifton-heading: CLIFTON COUNTY COUNCIL	[584, 27, 686, 47]
player-name: Gregory	[275, 352, 305, 361]
cricket-paragraph: The South Africans have played nine matches to date, and of these four have been won, two lost and three drawn. A comparison of the Australians and South Africans is interesting. In the nine matches each has met the same five teams. South Africa had the worst of the deal in the drawn matches against Yorkshire and Oxford.	[274, 811, 418, 907]
stat-cell: 224	[357, 377, 371, 386]
bowling-table	[274, 479, 418, 592]
batting-row	[274, 378, 418, 387]
price-list: Galvanised Roofing Iron, per sheet—5ft 1/10, 6ft 2/2, 7ft 2/6, 8ft 2/11, 9ft 3/4, 10ft 3/10. Nails, Wire, from 1½inch, 2d per lb; lead heads, 3d per lb. DISSTON'S cross-cut and one-man saws — Tasmania, 5ft 15/-, 5½ft 11/-, 6ft 12/-. Perforated Lance, 4ft 13/-, 4½ft 14/-, 5ft 16/-. One-man, 3ft 4/-, 3½ft 5/-, 4ft 6/-. Champ Firewood Saws, 2/- each.	[710, 693, 1102, 732]
bowling-row	[274, 532, 418, 541]
stat-cell: 21.8	[401, 394, 417, 403]
clifton-paragraph: Mr. C. F. Dowsett (engineer) reported that the Otaraoa road was let and, but a further grant was urgently needed to continue improvements. The Wai-iti deviation was completed, as a further grant had been received. Tenders had been called for metalling. On the Mimi-Mokau road the burnt papa contract was completed, 657 yards having been put on 24 chains. The balance of the grant would be used on the shell rock contracts.	[572, 1149, 698, 1293]
newton-king-location: NEW PLYMOUTH.	[868, 1230, 944, 1239]
stat-cell: 85	[385, 377, 395, 386]
